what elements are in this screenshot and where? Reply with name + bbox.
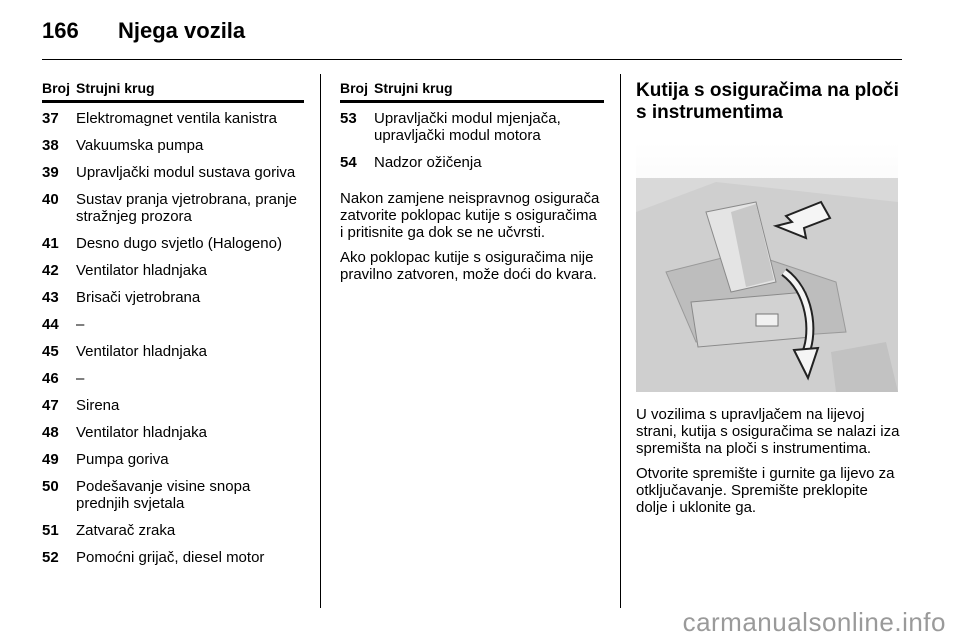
section-heading: Kutija s osiguračima na ploči s instrumentima (636, 80, 899, 123)
table-row (42, 157, 304, 184)
header-num: Broj (42, 80, 70, 96)
header-num: Broj (340, 80, 368, 96)
fuse-number: 40 (42, 191, 59, 208)
fuse-circuit: Upravljački modul mjenjača, upravljački modul motora (374, 110, 561, 144)
body-paragraph: Nakon zamjene neispravnog osigurača zatvorite poklopac kutije s osiguračima i pritisnite ga dok se ne učvrsti. (340, 190, 600, 241)
fuse-circuit: Upravljački modul sustava goriva (76, 164, 296, 181)
table-row (42, 390, 304, 417)
fuse-number: 46 (42, 370, 59, 387)
table-row (42, 336, 304, 363)
fuse-box-illustration (636, 142, 898, 392)
table-row (42, 309, 304, 336)
table-header (340, 80, 604, 103)
fuse-box-drawing (636, 142, 898, 392)
fuse-number: 37 (42, 110, 59, 127)
column-divider-left (320, 74, 321, 608)
fuse-circuit: Elektromagnet ventila kanistra (76, 110, 277, 127)
fuse-number: 47 (42, 397, 59, 414)
table-row (42, 444, 304, 471)
fuse-circuit: Zatvarač zraka (76, 522, 176, 539)
table-row (42, 228, 304, 255)
table-row (340, 103, 604, 147)
fuse-circuit: Podešavanje visine snopa prednjih svjetala (76, 478, 251, 512)
instrument-panel-section (636, 80, 902, 516)
fuse-circuit: Ventilator hladnjaka (76, 424, 207, 441)
page-number: 166 (42, 18, 79, 43)
fuse-number: 48 (42, 424, 59, 441)
table-row (42, 363, 304, 390)
fuse-number: 54 (340, 154, 357, 171)
fuse-circuit: – (76, 370, 85, 387)
fuse-circuit: Sirena (76, 397, 120, 414)
fuse-number: 39 (42, 164, 59, 181)
table-row (42, 417, 304, 444)
fuse-number: 52 (42, 549, 59, 566)
table-row (42, 282, 304, 309)
fuse-circuit: Ventilator hladnjaka (76, 343, 207, 360)
header-circuit: Strujni krug (76, 80, 155, 96)
table-row (42, 255, 304, 282)
page-header (42, 16, 902, 60)
fuse-number: 49 (42, 451, 59, 468)
fuse-table-right (340, 80, 604, 283)
table-row (42, 103, 304, 130)
fuse-number: 42 (42, 262, 59, 279)
fuse-circuit: Desno dugo svjetlo (Halogeno) (76, 235, 282, 252)
table-row (340, 147, 604, 174)
table-row (42, 515, 304, 542)
fuse-number: 50 (42, 478, 59, 495)
header-circuit: Strujni krug (374, 80, 453, 96)
table-row (42, 542, 304, 569)
table-row (42, 184, 304, 228)
fuse-number: 38 (42, 137, 59, 154)
header-rule (42, 59, 902, 60)
fuse-circuit: Brisači vjetrobrana (76, 289, 201, 306)
fuse-circuit: Sustav pranja vjetrobrana, pranje stražnjeg prozora (76, 191, 297, 225)
fuse-number: 45 (42, 343, 59, 360)
page-title: Njega vozila (118, 18, 246, 43)
fuse-circuit: Vakuumska pumpa (76, 137, 204, 154)
watermark: carmanualsonline.info (682, 607, 946, 637)
table-row (42, 130, 304, 157)
fuse-number: 51 (42, 522, 59, 539)
body-paragraph: U vozilima s upravljačem na lijevoj strani, kutija s osiguračima se nalazi iza spremišta na ploči s instrumentima. (636, 406, 900, 457)
fuse-circuit: Pumpa goriva (76, 451, 169, 468)
fuse-table-left (42, 80, 304, 569)
column-divider-right (620, 74, 621, 608)
fuse-number: 41 (42, 235, 59, 252)
fuse-number: 53 (340, 110, 357, 127)
fuse-circuit: Pomoćni grijač, diesel motor (76, 549, 265, 566)
fuse-number: 44 (42, 316, 59, 333)
body-paragraph: Otvorite spremište i gurnite ga lijevo za otključavanje. Spremište preklopite dolje i uklonite ga. (636, 465, 895, 516)
table-header (42, 80, 304, 103)
fuse-circuit: Ventilator hladnjaka (76, 262, 207, 279)
body-paragraph: Ako poklopac kutije s osiguračima nije pravilno zatvoren, može doći do kvara. (340, 249, 597, 283)
fuse-circuit: Nadzor ožičenja (374, 154, 482, 171)
table-row (42, 471, 304, 515)
fuse-number: 43 (42, 289, 59, 306)
fuse-circuit: – (76, 316, 85, 333)
